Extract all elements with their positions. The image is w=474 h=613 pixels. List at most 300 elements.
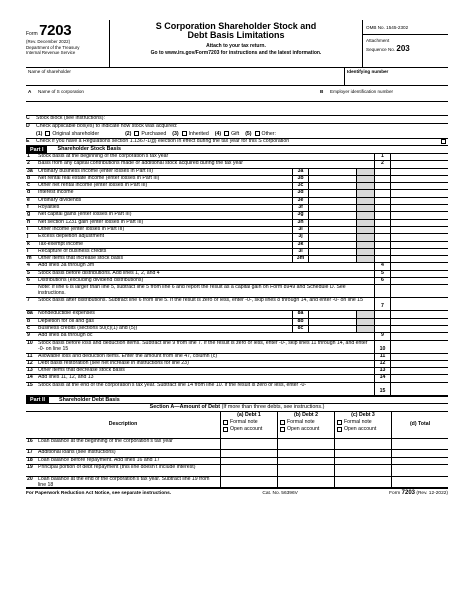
line-amount-input[interactable] bbox=[308, 176, 356, 182]
shaded-cell bbox=[356, 190, 374, 196]
option-2-number: (2) bbox=[125, 130, 132, 137]
debt-2-open-account-checkbox[interactable] bbox=[280, 427, 285, 432]
line-number: e bbox=[27, 196, 30, 203]
line-box-label: 4 bbox=[374, 263, 390, 269]
line-amount-input[interactable] bbox=[390, 333, 448, 339]
line-number: c bbox=[27, 182, 30, 189]
line-box-label: 11 bbox=[374, 354, 390, 360]
description-header: Description bbox=[108, 420, 138, 427]
sequence-label: Sequence No. bbox=[366, 46, 396, 52]
debt-3-amount-input[interactable] bbox=[334, 450, 391, 457]
line-box-label: 3h bbox=[292, 220, 308, 226]
part-1-line-row bbox=[26, 212, 448, 219]
debt-1-open-account-checkbox[interactable] bbox=[223, 427, 228, 432]
line-number: 6 bbox=[27, 277, 30, 284]
corporation-name-label: Name of S corporation bbox=[38, 89, 84, 94]
part-2-line-row bbox=[26, 477, 448, 489]
line-box-label: 5 bbox=[374, 271, 390, 277]
part-1-line-row bbox=[26, 176, 448, 183]
line-description: Ordinary business income (enter losses in Part III) bbox=[38, 168, 154, 174]
line-description: Add lines 11, 12, and 13 bbox=[38, 375, 94, 381]
line-description: Recapture of business credits bbox=[38, 248, 107, 254]
shaded-amount-cell bbox=[390, 205, 448, 211]
shaded-cell bbox=[356, 227, 374, 233]
empty-box-label bbox=[374, 311, 390, 317]
debt-3-amount-input[interactable] bbox=[334, 458, 391, 465]
line-amount-input[interactable] bbox=[308, 249, 356, 255]
option-1-number: (1) bbox=[36, 130, 43, 137]
line-amount-input[interactable] bbox=[308, 319, 356, 325]
attach-instruction: Attach to your tax return. bbox=[206, 42, 266, 49]
part-1-line-row bbox=[26, 375, 448, 382]
debt-2-amount-input[interactable] bbox=[277, 477, 334, 488]
debt-1-open-account-label: Open account bbox=[230, 425, 263, 432]
line-amount-input[interactable] bbox=[390, 278, 448, 284]
empty-box-label bbox=[374, 176, 390, 182]
shaded-cell bbox=[356, 198, 374, 204]
shaded-amount-cell bbox=[390, 227, 448, 233]
line-box-label: 3j bbox=[292, 234, 308, 240]
total-amount-input[interactable] bbox=[391, 439, 448, 450]
line-e bbox=[26, 139, 448, 147]
line-box-label: 3f bbox=[292, 205, 308, 211]
paperwork-notice: For Paperwork Reduction Act Notice, see separate instructions. bbox=[26, 490, 172, 496]
line-box-label: 7 bbox=[374, 298, 390, 310]
line-c-label: C bbox=[26, 115, 30, 122]
purchased-checkbox[interactable] bbox=[134, 131, 139, 136]
line-number: g bbox=[27, 211, 31, 218]
line-number: d bbox=[27, 189, 31, 196]
part-1-line-row bbox=[26, 333, 448, 340]
shareholder-name-label: Name of shareholder bbox=[28, 69, 71, 74]
shaded-amount-cell bbox=[390, 183, 448, 189]
line-box-label: 9 bbox=[374, 333, 390, 339]
omb-block bbox=[362, 20, 448, 67]
shaded-cell bbox=[356, 311, 374, 317]
line-amount-input[interactable] bbox=[308, 242, 356, 248]
line-box-label: 14 bbox=[374, 375, 390, 381]
line-amount-input[interactable] bbox=[308, 169, 356, 175]
line-amount-input[interactable] bbox=[308, 205, 356, 211]
debt-2-amount-input[interactable] bbox=[277, 450, 334, 457]
total-header: (d) Total bbox=[391, 412, 448, 438]
form-title-line2: Debt Basis Limitations bbox=[187, 30, 285, 41]
part-1-line-row bbox=[26, 169, 448, 176]
line-box-label: 15 bbox=[374, 383, 390, 395]
shareholder-name-row bbox=[26, 68, 448, 86]
total-amount-input[interactable] bbox=[391, 465, 448, 476]
empty-box-label bbox=[374, 234, 390, 240]
debt-1-formal-note-label: Formal note bbox=[230, 418, 258, 425]
line-description: Additional loans (see instructions) bbox=[38, 449, 116, 456]
line-box-label: 3k bbox=[292, 242, 308, 248]
debt-1-amount-input[interactable] bbox=[220, 439, 277, 450]
total-amount-input[interactable] bbox=[391, 458, 448, 465]
line-description: Excess depletion adjustment bbox=[38, 234, 105, 240]
debt-3-formal-note-checkbox[interactable] bbox=[337, 420, 342, 425]
line-number: i bbox=[27, 225, 29, 232]
option-3-label: Inherited bbox=[188, 130, 209, 137]
line-number: 12 bbox=[27, 359, 33, 366]
line-d-label: D bbox=[26, 123, 30, 130]
line-description: Ordinary dividends bbox=[38, 197, 82, 203]
identifying-number-field[interactable] bbox=[344, 68, 448, 85]
line-number: 15 bbox=[27, 381, 33, 388]
debt-1-column bbox=[220, 412, 277, 438]
agency: Internal Revenue Service bbox=[26, 49, 76, 55]
line-amount-input[interactable] bbox=[390, 354, 448, 360]
line-b-label: B bbox=[320, 89, 324, 94]
part-1-line-row bbox=[26, 220, 448, 227]
line-number: 5 bbox=[27, 269, 30, 276]
part-2-title: Shareholder Debt Basis bbox=[58, 396, 120, 403]
line-description: Tax-exempt income bbox=[38, 241, 83, 247]
option-4-label: Gift bbox=[231, 130, 240, 137]
part-1-line-row bbox=[26, 205, 448, 212]
line-number: 13 bbox=[27, 367, 33, 374]
debt-1-amount-input[interactable] bbox=[220, 450, 277, 457]
line-number: 9 bbox=[27, 332, 30, 339]
line-amount-input[interactable] bbox=[308, 256, 356, 262]
part-1-line-row bbox=[26, 242, 448, 249]
line-amount-input[interactable] bbox=[308, 212, 356, 218]
empty-box-label bbox=[374, 285, 390, 297]
attachment-label: Attachment bbox=[366, 38, 390, 44]
part-1-line-row bbox=[26, 249, 448, 256]
debt-2-amount-input[interactable] bbox=[277, 458, 334, 465]
part-1-line-row bbox=[26, 227, 448, 234]
line-number: h bbox=[27, 218, 31, 225]
line-amount-input[interactable] bbox=[390, 383, 448, 395]
line-number: 11 bbox=[27, 352, 33, 359]
part-2-tag: Part II bbox=[26, 396, 49, 404]
total-amount-input[interactable] bbox=[391, 477, 448, 488]
empty-box-label bbox=[374, 169, 390, 175]
option-5-label: Other: bbox=[261, 130, 276, 137]
part-1-line-row bbox=[26, 319, 448, 326]
line-box-label: 8a bbox=[292, 311, 308, 317]
line-number: 20 bbox=[27, 475, 33, 482]
line-box-label: 3i bbox=[292, 227, 308, 233]
debt-3-amount-input[interactable] bbox=[334, 477, 391, 488]
line-number: 8a bbox=[27, 310, 33, 317]
line-number: c bbox=[27, 324, 30, 331]
corporation-entry-row[interactable] bbox=[26, 102, 448, 116]
shaded-cell bbox=[356, 183, 374, 189]
line-number: f bbox=[27, 204, 29, 211]
line-amount-input[interactable] bbox=[308, 183, 356, 189]
line-box-label: 6 bbox=[374, 278, 390, 284]
shaded-cell bbox=[356, 249, 374, 255]
empty-box-label bbox=[374, 227, 390, 233]
debt-2-open-account-label: Open account bbox=[287, 425, 320, 432]
shaded-amount-cell bbox=[390, 198, 448, 204]
line-box-label: 3c bbox=[292, 183, 308, 189]
other-checkbox[interactable] bbox=[255, 131, 260, 136]
corporation-name-field[interactable] bbox=[26, 86, 318, 101]
part-1-line-row bbox=[26, 154, 448, 161]
shareholder-name-field[interactable] bbox=[26, 68, 344, 85]
line-description: Other items that increase stock basis bbox=[38, 256, 124, 262]
line-description: Net capital gains (enter losses in Part III) bbox=[38, 212, 132, 218]
part-1-header bbox=[26, 146, 448, 154]
line-box-label: 13 bbox=[374, 368, 390, 374]
line-description: Stock basis at the end of the corporation’s tax year. Subtract line 14 from line 10. If the result is zero or less, enter -0- bbox=[38, 382, 307, 388]
form-title-line1: S Corporation Shareholder Stock and bbox=[155, 21, 317, 31]
empty-box-label bbox=[374, 183, 390, 189]
shaded-amount-cell bbox=[390, 249, 448, 255]
line-description: Basis from any capital contributions made or additional stock acquired during the tax year bbox=[38, 161, 244, 167]
line-description: Depletion for oil and gas bbox=[38, 318, 94, 324]
line-a-label: A bbox=[28, 89, 32, 94]
debt-column-header bbox=[26, 412, 448, 439]
shaded-cell bbox=[356, 326, 374, 332]
debt-2-column bbox=[277, 412, 334, 438]
line-number: b bbox=[27, 174, 31, 181]
line-description: Allowable loss and deduction items. Enter the amount from line 47, column (c) bbox=[38, 353, 218, 359]
line-description: Stock basis after distributions. Subtract line 6 from line 5. If the result is zero or less, enter -0-, skip lines 8 through 14, and enter -0- on line 15 bbox=[38, 298, 363, 304]
debt-1-amount-input[interactable] bbox=[220, 477, 277, 488]
form-title-block bbox=[110, 20, 362, 67]
shaded-amount-cell bbox=[390, 169, 448, 175]
line-number: m bbox=[27, 255, 32, 262]
line-description: Stock basis at the beginning of the corporation’s tax year bbox=[38, 154, 169, 159]
shaded-cell bbox=[356, 220, 374, 226]
option-5-number: (5) bbox=[245, 130, 252, 137]
form-header bbox=[26, 20, 448, 68]
debt-3-column bbox=[334, 412, 391, 438]
line-number: 18 bbox=[27, 456, 33, 463]
empty-box-label bbox=[374, 190, 390, 196]
line-amount-input[interactable] bbox=[390, 154, 448, 160]
line-description: Loan balance at the end of the corporation’s tax year. Subtract line 19 from line 18 bbox=[38, 475, 210, 488]
line-amount-input[interactable] bbox=[390, 375, 448, 381]
line-amount-input[interactable] bbox=[308, 227, 356, 233]
debt-3-open-account-checkbox[interactable] bbox=[337, 427, 342, 432]
shaded-cell bbox=[356, 242, 374, 248]
empty-box-label bbox=[374, 205, 390, 211]
empty-box-label bbox=[374, 212, 390, 218]
shaded-amount-cell bbox=[390, 326, 448, 332]
debt-1-amount-input[interactable] bbox=[220, 465, 277, 476]
option-4-number: (4) bbox=[214, 130, 222, 137]
form-number: 7203 bbox=[39, 22, 72, 39]
line-description: Business credits (sections 50(c)(1) and (5)) bbox=[38, 325, 138, 331]
part-2-line-row bbox=[26, 465, 448, 477]
shaded-amount-cell bbox=[390, 234, 448, 240]
line-description: Debt basis restoration (see net increase in instructions for line 23) bbox=[38, 360, 189, 366]
line-amount-input[interactable] bbox=[390, 263, 448, 269]
option-1-label: Original shareholder bbox=[52, 130, 100, 137]
revision-date: (Rev. December 2022) bbox=[26, 39, 71, 45]
attachment-sequence bbox=[363, 35, 448, 55]
part-1-line-row bbox=[26, 256, 448, 263]
debt-2-amount-input[interactable] bbox=[277, 465, 334, 476]
identifying-number-label: Identifying number bbox=[347, 69, 389, 74]
line-number: 10 bbox=[27, 339, 33, 346]
debt-3-amount-input[interactable] bbox=[334, 439, 391, 450]
part-1-line-row bbox=[26, 161, 448, 168]
empty-box-label bbox=[374, 198, 390, 204]
line-e-label: E bbox=[26, 137, 30, 144]
part-1-line-row bbox=[26, 341, 448, 354]
part-1-tag: Part I bbox=[26, 146, 47, 154]
part-2-header bbox=[26, 396, 448, 404]
line-description: Net section 1231 gain (enter losses in Part III) bbox=[38, 219, 144, 225]
empty-box-label bbox=[374, 319, 390, 325]
form-footer bbox=[26, 488, 448, 498]
line-amount-input[interactable] bbox=[390, 361, 448, 367]
catalog-number: Cat. No. 56396V bbox=[262, 490, 298, 496]
election-checkbox[interactable] bbox=[441, 139, 446, 144]
line-description: Other net rental income (enter losses in Part III) bbox=[38, 183, 148, 189]
line-description: Net rental real estate income (enter losses in Part III) bbox=[38, 175, 160, 181]
section-a-title bbox=[26, 404, 448, 410]
line-number: 3a bbox=[27, 167, 33, 174]
option-3-number: (3) bbox=[172, 130, 179, 137]
line-number: 7 bbox=[27, 297, 30, 304]
line-description: Stock basis before loss and deduction items. Subtract line 9 from line 7. If the result is zero or less, enter -0-, skip lines 11 through 14, and enter -0- on line 15 bbox=[38, 340, 368, 352]
gift-checkbox[interactable] bbox=[224, 131, 229, 136]
line-number: b bbox=[27, 317, 31, 324]
form-id-block bbox=[26, 20, 110, 67]
option-2-label: Purchased bbox=[141, 130, 167, 137]
shaded-cell bbox=[356, 212, 374, 218]
shaded-amount-cell bbox=[390, 176, 448, 182]
shaded-cell bbox=[356, 234, 374, 240]
part-1-table bbox=[26, 154, 448, 396]
line-e-text: Check if you have a Regulations section 1.1367-1(g) election in effect during the tax year for this S corporation bbox=[36, 137, 290, 144]
line-box-label: 3g bbox=[292, 212, 308, 218]
shaded-cell bbox=[356, 256, 374, 262]
part-1-line-row bbox=[26, 278, 448, 285]
part-1-line-row bbox=[26, 198, 448, 205]
line-description: Principal portion of debt repayment (this line doesn’t include interest) bbox=[38, 464, 196, 471]
ein-field[interactable] bbox=[318, 86, 448, 101]
line-box-label: 3d bbox=[292, 190, 308, 196]
goto-instruction: Go to www.irs.gov/Form7203 for instructions and the latest information. bbox=[150, 49, 322, 56]
part-1-line-row bbox=[26, 326, 448, 333]
line-box-label: 10 bbox=[374, 341, 390, 353]
line-amount-input[interactable] bbox=[308, 311, 356, 317]
empty-box-label bbox=[374, 220, 390, 226]
line-amount-input[interactable] bbox=[308, 234, 356, 240]
department: Department of the Treasury bbox=[26, 44, 80, 50]
line-box-label: 3l bbox=[292, 249, 308, 255]
shaded-amount-cell bbox=[390, 311, 448, 317]
corporation-row bbox=[26, 86, 448, 102]
empty-box-label bbox=[374, 249, 390, 255]
line-description: Note: If line 6 is larger than line 5, subtract line 5 from line 6 and report the result as a capital gain on Form 8949 and Schedule D. See instructions. bbox=[38, 285, 346, 297]
line-amount-input[interactable] bbox=[308, 198, 356, 204]
line-amount-input[interactable] bbox=[390, 161, 448, 167]
part-1-line-row bbox=[26, 263, 448, 270]
line-number: 4 bbox=[27, 262, 30, 269]
line-number: l bbox=[27, 247, 29, 254]
line-number: j bbox=[27, 233, 29, 240]
original-shareholder-checkbox[interactable] bbox=[45, 131, 50, 136]
line-amount-input[interactable] bbox=[390, 271, 448, 277]
line-number: 2 bbox=[27, 160, 30, 167]
line-amount-input[interactable] bbox=[390, 341, 448, 353]
footer-form-number: 7203 bbox=[401, 490, 416, 497]
line-description: Royalties bbox=[38, 205, 60, 211]
line-number: k bbox=[27, 240, 30, 247]
line-box-label: 3m bbox=[292, 256, 308, 262]
shaded-cell bbox=[356, 169, 374, 175]
line-d-text: Check applicable box(es) to indicate how stock was acquired: bbox=[36, 123, 178, 130]
shaded-cell bbox=[356, 176, 374, 182]
debt-3-formal-note-label: Formal note bbox=[344, 418, 372, 425]
debt-2-formal-note-checkbox[interactable] bbox=[280, 420, 285, 425]
debt-2-amount-input[interactable] bbox=[277, 439, 334, 450]
shaded-amount-cell bbox=[390, 212, 448, 218]
line-number bbox=[26, 285, 38, 297]
line-box-label: 12 bbox=[374, 361, 390, 367]
line-box-label: 3a bbox=[292, 169, 308, 175]
empty-box-label bbox=[374, 242, 390, 248]
debt-1-formal-note-checkbox[interactable] bbox=[223, 420, 228, 425]
line-amount-input[interactable] bbox=[308, 190, 356, 196]
part-1-line-row bbox=[26, 311, 448, 318]
empty-amount-cell bbox=[390, 285, 448, 297]
line-number: 16 bbox=[27, 437, 33, 444]
section-a-note: (If more than three debts, see instructions.) bbox=[221, 404, 325, 411]
line-amount-input[interactable] bbox=[308, 220, 356, 226]
line-amount-input[interactable] bbox=[390, 298, 448, 310]
shaded-amount-cell bbox=[390, 220, 448, 226]
part-1-line-row bbox=[26, 383, 448, 396]
line-amount-input[interactable] bbox=[390, 368, 448, 374]
debt-1-heading: (a) Debt 1 bbox=[237, 411, 261, 418]
debt-3-amount-input[interactable] bbox=[334, 465, 391, 476]
section-a-header bbox=[26, 404, 448, 412]
debt-2-formal-note-label: Formal note bbox=[287, 418, 315, 425]
line-c-text: Stock block (see instructions): bbox=[36, 115, 105, 122]
ein-label: Employer identification number bbox=[330, 89, 394, 94]
part-1-line-row bbox=[26, 271, 448, 278]
line-number: 19 bbox=[27, 464, 33, 471]
line-description: Loan balance before repayment. Add lines 16 and 17 bbox=[38, 456, 160, 463]
debt-2-heading: (b) Debt 2 bbox=[294, 411, 318, 418]
line-description: Loan balance at the beginning of the corporation’s tax year bbox=[38, 437, 173, 444]
debt-3-heading: (c) Debt 3 bbox=[351, 411, 375, 418]
line-number: 14 bbox=[27, 374, 33, 381]
line-description: Add lines 3a through 3m bbox=[38, 263, 95, 269]
line-description: Nondeductible expenses bbox=[38, 311, 95, 317]
part-1-line-row bbox=[26, 285, 448, 298]
omb-number: OMB No. 1545-2302 bbox=[363, 20, 448, 35]
part-1-title: Shareholder Stock Basis bbox=[57, 146, 121, 153]
part-1-line-row bbox=[26, 183, 448, 190]
shaded-amount-cell bbox=[390, 190, 448, 196]
line-description: Stock basis before distributions. Add lines 1, 2, and 4 bbox=[38, 270, 160, 276]
form-word: Form bbox=[26, 31, 38, 37]
line-description: Other income (enter losses in Part III) bbox=[38, 226, 125, 232]
debt-3-open-account-label: Open account bbox=[344, 425, 377, 432]
total-amount-input[interactable] bbox=[391, 450, 448, 457]
line-description: Add lines 8a through 8c bbox=[38, 333, 93, 339]
debt-1-amount-input[interactable] bbox=[220, 458, 277, 465]
sequence-number: 203 bbox=[396, 43, 410, 53]
line-description: Interest income bbox=[38, 190, 74, 196]
line-box-label: 3e bbox=[292, 198, 308, 204]
part-1-line-row bbox=[26, 190, 448, 197]
line-amount-input[interactable] bbox=[308, 326, 356, 332]
inherited-checkbox[interactable] bbox=[182, 131, 187, 136]
line-box-label: 8b bbox=[292, 319, 308, 325]
line-number: 17 bbox=[27, 449, 33, 456]
